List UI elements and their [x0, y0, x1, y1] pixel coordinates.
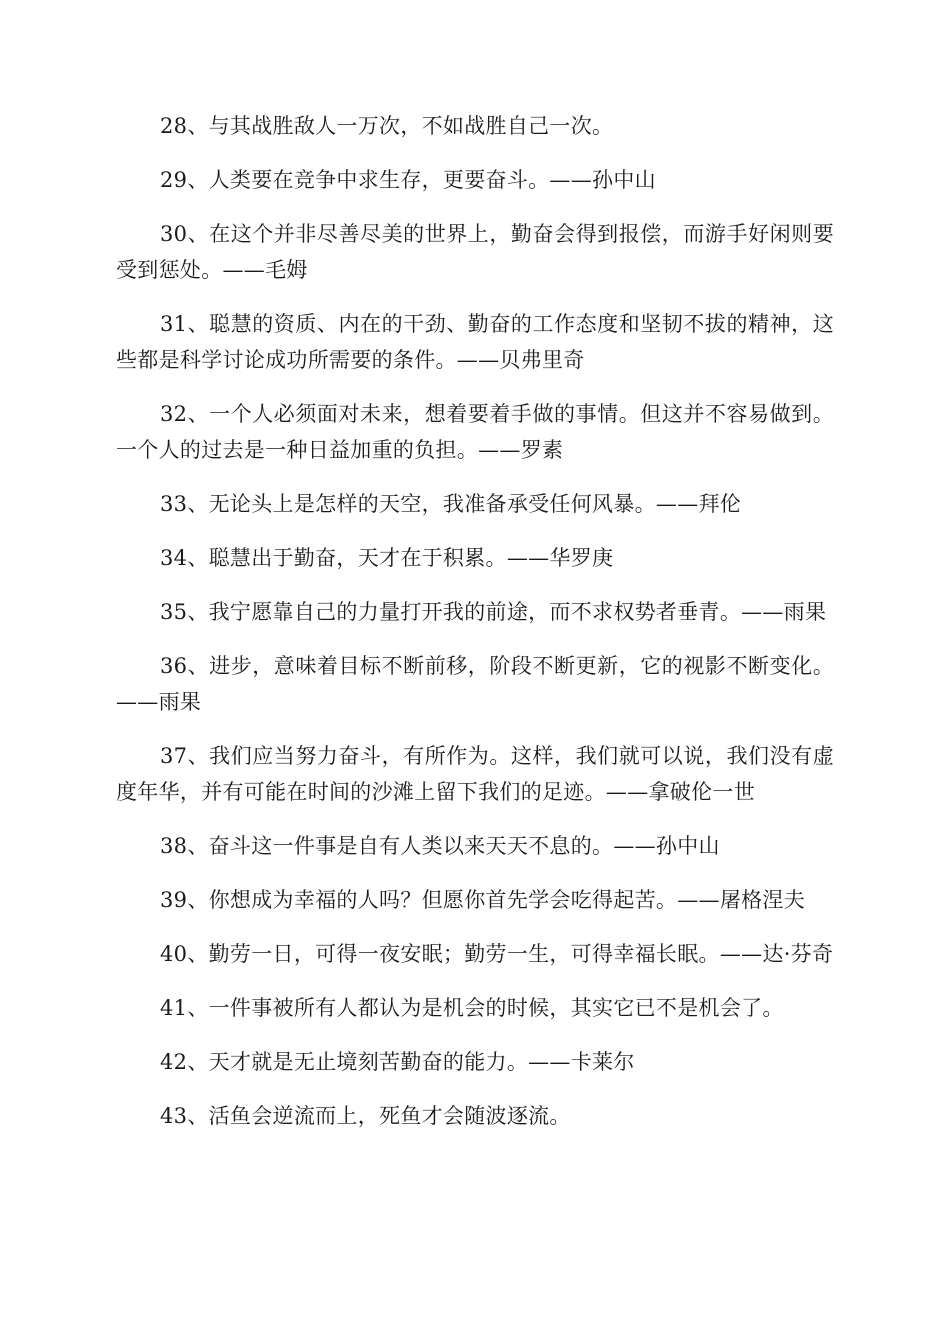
quote-35: 35、我宁愿靠自己的力量打开我的前途，而不求权势者垂青。——雨果	[160, 600, 827, 624]
quote-33: 33、无论头上是怎样的天空，我准备承受任何风暴。——拜伦	[160, 492, 742, 516]
quote-31: 31、聪慧的资质、内在的干劲、勤奋的工作态度和坚韧不拔的精神，这些都是科学讨论成功所需要的条件。——贝弗里奇	[116, 312, 834, 372]
quote-list	[116, 108, 834, 1152]
quote-42: 42、天才就是无止境刻苦勤奋的能力。——卡莱尔	[160, 1050, 635, 1074]
quote-38: 38、奋斗这一件事是自有人类以来天天不息的。——孙中山	[160, 834, 720, 858]
quote-40: 40、勤劳一日，可得一夜安眠；勤劳一生，可得幸福长眠。——达·芬奇	[160, 942, 834, 966]
quote-43: 43、活鱼会逆流而上，死鱼才会随波逐流。	[160, 1104, 571, 1128]
quote-28: 28、与其战胜敌人一万次，不如战胜自己一次。	[160, 114, 614, 138]
quote-34: 34、聪慧出于勤奋，天才在于积累。——华罗庚	[160, 546, 614, 570]
quote-29: 29、人类要在竞争中求生存，更要奋斗。——孙中山	[160, 168, 656, 192]
quote-37: 37、我们应当努力奋斗，有所作为。这样，我们就可以说，我们没有虚度年华，并有可能在时间的沙滩上留下我们的足迹。——拿破伦一世	[116, 744, 834, 804]
quote-30: 30、在这个并非尽善尽美的世界上，勤奋会得到报偿，而游手好闲则要受到惩处。——毛姆	[116, 222, 834, 282]
quote-39: 39、你想成为幸福的人吗？但愿你首先学会吃得起苦。——屠格涅夫	[160, 888, 806, 912]
quote-32: 32、一个人必须面对未来，想着要着手做的事情。但这并不容易做到。一个人的过去是一种日益加重的负担。——罗素	[116, 402, 834, 462]
quote-41: 41、一件事被所有人都认为是机会的时候，其实它已不是机会了。	[160, 996, 784, 1020]
quote-36: 36、进步，意味着目标不断前移，阶段不断更新，它的视影不断变化。——雨果	[116, 654, 834, 714]
